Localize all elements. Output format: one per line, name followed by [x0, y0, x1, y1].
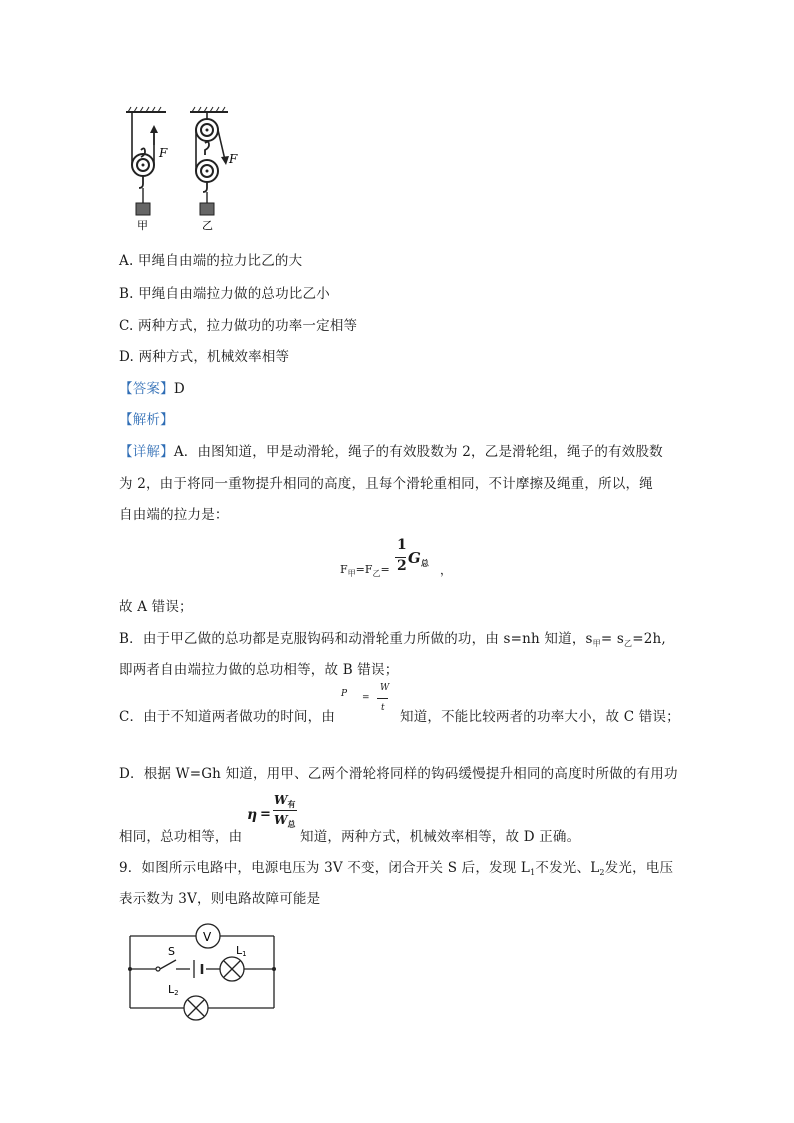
analysis-line [119, 408, 174, 428]
formula-comma: ， [440, 563, 453, 577]
c-line-tail: 知道，不能比较两者的功率大小，故 C 错误； [400, 709, 680, 725]
detail-text-1: A．由图知道，甲是动滑轮，绳子的有效股数为 2，乙是滑轮组，绳子的有效股数 [173, 444, 663, 460]
analysis-tag: 【解析】 [119, 412, 174, 428]
detail-line-2: 为 2，由于将同一重物提升相同的高度，且每个滑轮重相同，不计摩擦及绳重，所以，绳 [119, 476, 653, 492]
c-line: C．由于不知道两者做功的时间，由 [119, 709, 336, 725]
label-yi: 乙 [202, 219, 213, 232]
d-line-2: 相同，总功相等，由 [119, 829, 243, 845]
lamp1-label: L1 [236, 944, 247, 958]
formula-power: P = W t [341, 683, 390, 713]
formula-f: $F_甲=F_乙=$ [340, 563, 390, 578]
b-line-2: 即两者自由端拉力做的总功相等，故 B 错误； [119, 662, 399, 678]
fraction-numerator: 1 [397, 537, 407, 553]
lamp2-label: L2 [168, 983, 179, 997]
option-b: B. 甲绳自由端拉力做的总功比乙小 [119, 286, 330, 302]
voltmeter-label: V [203, 930, 212, 944]
circuit-diagram [124, 922, 284, 1022]
detail-line-3: 自由端的拉力是： [119, 507, 229, 523]
answer-value: D [173, 381, 185, 397]
pulley-diagram [118, 105, 248, 233]
d-line-2-tail: 知道，两种方式，机械效率相等，故 D 正确。 [300, 829, 581, 845]
option-a: A. 甲绳自由端的拉力比乙的大 [119, 253, 303, 269]
d-line-1: D．根据 W=Gh 知道，用甲、乙两个滑轮将同样的钩码缓慢提升相同的高度时所做的有用功 [119, 766, 678, 782]
answer-tag: 【答案】 [119, 381, 174, 397]
force-label-jia: F [159, 146, 168, 160]
a-conclusion: 故 A 错误； [119, 599, 193, 615]
b-line-1: B．由于甲乙做的总功都是克服钩码和动滑轮重力所做的功，由 s=nh 知道，$s_甲= s_乙=2h$, [119, 631, 666, 648]
q9-line-2: 表示数为 3V，则电路故障可能是 [119, 891, 321, 907]
label-jia: 甲 [137, 219, 148, 232]
switch-label: S [168, 945, 175, 958]
pulley-figure [118, 105, 248, 233]
detail-line-1 [119, 440, 663, 460]
fraction-denominator: 2 [397, 558, 407, 574]
force-label-yi: F [229, 152, 238, 166]
circuit-figure [124, 922, 284, 1022]
formula-force [340, 537, 460, 583]
formula-g: $G_总$ [408, 549, 429, 568]
q9-line-1: 9．如图所示电路中，电源电压为 3V 不变，闭合开关 S 后，发现 $L_1$不发光、$L_2$发光，电压 [119, 860, 674, 877]
answer-line [119, 377, 185, 397]
formula-efficiency: η = $W_有$ $W_总$ [247, 793, 296, 829]
option-d: D. 两种方式，机械效率相等 [119, 349, 290, 365]
detail-tag: 【详解】 [119, 444, 174, 460]
option-c: C. 两种方式，拉力做功的功率一定相等 [119, 318, 358, 334]
